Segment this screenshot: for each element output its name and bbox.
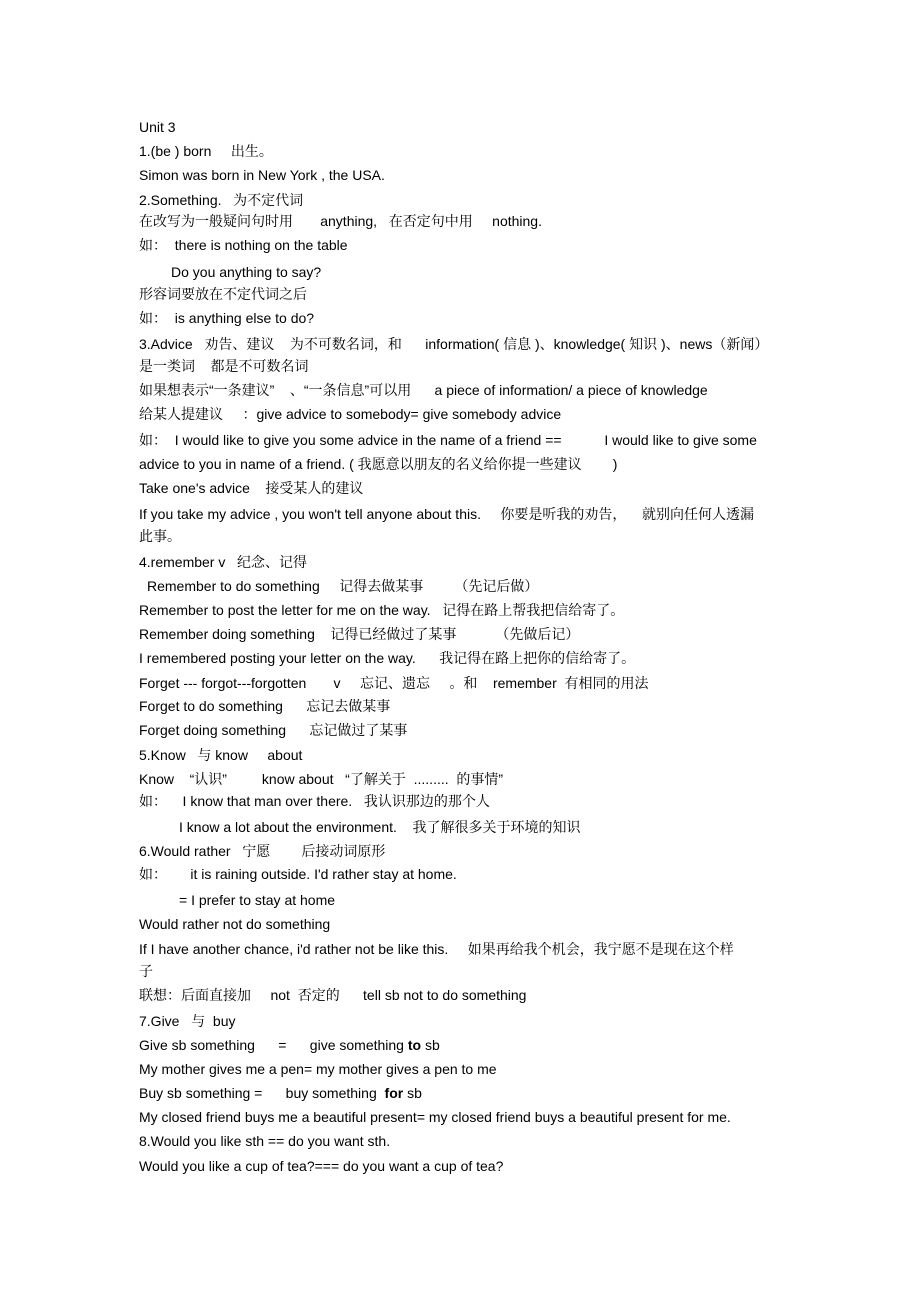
unit-title: Unit 3 bbox=[139, 119, 176, 135]
text-line: Remember to do something 记得去做某事 （先记后做） bbox=[147, 578, 539, 594]
text-line: My mother gives me a pen= my mother gives a pen to me bbox=[139, 1061, 497, 1077]
text-line: If you take my advice , you won't tell anyone about this. 你要是听我的劝告， 就别向任何人透漏 bbox=[139, 506, 754, 522]
section-4-heading: 4.remember v 纪念、记得 bbox=[139, 554, 308, 570]
text-line bbox=[139, 1037, 440, 1053]
section-8-heading: 8.Would you like sth == do you want sth. bbox=[139, 1133, 391, 1149]
text-line: I remembered posting your letter on the way. 我记得在路上把你的信给寄了。 bbox=[139, 650, 636, 666]
text-line: Would rather not do something bbox=[139, 916, 331, 932]
text-line: My closed friend buys me a beautiful present= my closed friend buys a beautiful present for me. bbox=[139, 1109, 731, 1125]
text-span: sb bbox=[403, 1085, 422, 1101]
text-line: 如： there is nothing on the table bbox=[139, 237, 348, 253]
text-line: Take one's advice 接受某人的建议 bbox=[139, 480, 364, 496]
section-5-heading: 5.Know 与 know about bbox=[139, 747, 303, 763]
text-line: 如： I would like to give you some advice in the name of a friend == I would like to give some bbox=[139, 432, 757, 448]
section-6-heading: 6.Would rather 宁愿 后接动词原形 bbox=[139, 843, 386, 859]
text-line: 如果想表示“一条建议” 、“一条信息”可以用 a piece of information/ a piece of knowledge bbox=[139, 382, 708, 398]
text-line: 子 bbox=[139, 963, 153, 979]
text-line: Forget --- forgot---forgotten v 忘记、遗忘 。和 remember 有相同的用法 bbox=[139, 675, 649, 691]
bold-keyword: to bbox=[407, 1037, 422, 1053]
text-line: Forget doing something 忘记做过了某事 bbox=[139, 722, 408, 738]
text-line: Remember doing something 记得已经做过了某事 （先做后记） bbox=[139, 626, 580, 642]
section-1-heading: 1.(be ) born 出生。 bbox=[139, 143, 273, 159]
text-span: Buy sb something = buy something bbox=[139, 1085, 385, 1101]
bold-keyword: for bbox=[384, 1085, 404, 1101]
text-line: 如： I know that man over there. 我认识那边的那个人 bbox=[139, 793, 490, 809]
text-line bbox=[139, 1085, 422, 1101]
text-line: Know “认识” know about “了解关于 ......... 的事情” bbox=[139, 771, 504, 787]
text-span: sb bbox=[421, 1037, 440, 1053]
text-span: Give sb something = give something bbox=[139, 1037, 408, 1053]
text-line: 此事。 bbox=[139, 528, 181, 544]
text-line: advice to you in name of a friend. ( 我愿意以朋友的名义给你提一些建议 ) bbox=[139, 456, 618, 472]
text-line: = I prefer to stay at home bbox=[179, 892, 336, 908]
text-line: Forget to do something 忘记去做某事 bbox=[139, 698, 391, 714]
text-line: Remember to post the letter for me on the way. 记得在路上帮我把信给寄了。 bbox=[139, 602, 625, 618]
text-line: 在改写为一般疑问句时用 anything, 在否定句中用 nothing. bbox=[139, 213, 542, 229]
text-line: If I have another chance, i'd rather not be like this. 如果再给我个机会，我宁愿不是现在这个样 bbox=[139, 941, 734, 957]
text-line: 是一类词 都是不可数名词 bbox=[139, 358, 309, 374]
text-line: Do you anything to say? bbox=[171, 264, 322, 280]
text-line: Would you like a cup of tea?=== do you want a cup of tea? bbox=[139, 1158, 504, 1174]
text-line: Simon was born in New York , the USA. bbox=[139, 167, 385, 183]
section-2-heading: 2.Something. 为不定代词 bbox=[139, 192, 304, 208]
text-line: 给某人提建议 ：give advice to somebody= give somebody advice bbox=[139, 406, 562, 422]
text-line: 如： it is raining outside. I'd rather stay at home. bbox=[139, 866, 457, 882]
section-3-heading: 3.Advice 劝告、建议 为不可数名词，和 information( 信息 )、knowledge( 知识 )、news（新闻） bbox=[139, 336, 769, 352]
text-line: 形容词要放在不定代词之后 bbox=[139, 286, 307, 302]
text-line: 联想：后面直接加 not 否定的 tell sb not to do something bbox=[139, 987, 527, 1003]
section-7-heading: 7.Give 与 buy bbox=[139, 1013, 236, 1029]
text-line: I know a lot about the environment. 我了解很多关于环境的知识 bbox=[179, 819, 581, 835]
text-line: 如： is anything else to do? bbox=[139, 310, 315, 326]
